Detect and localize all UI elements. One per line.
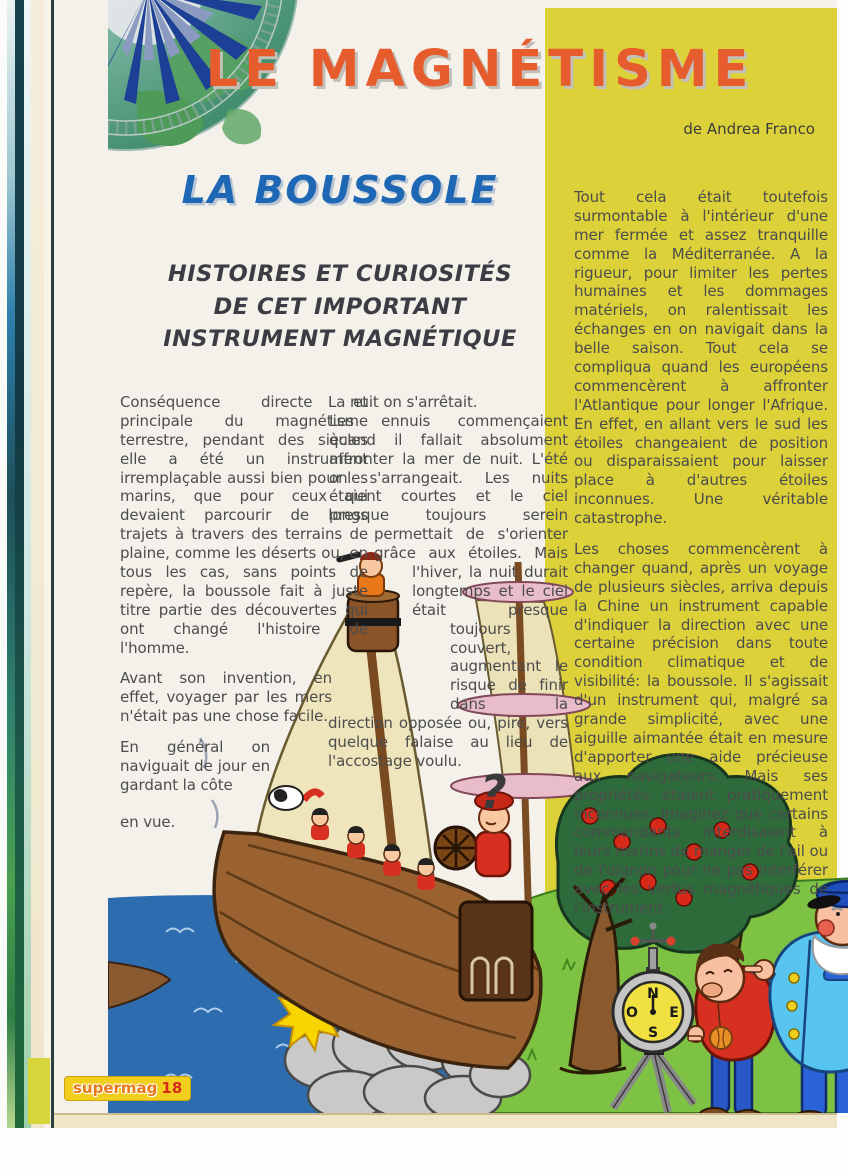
scan-edge: [0, 1128, 848, 1169]
question-mark: ?: [480, 765, 507, 819]
page-title: LE MAGNÉTISME: [205, 40, 755, 99]
subtitle-line: DE CET IMPORTANT: [213, 293, 467, 320]
paragraph: Les choses commencèrent à changer quand, après un voyage de plusieurs siècles, arriva depuis la Chine un instrument capable d'indiquer la direction avec une certaine précision dans toute condition climatique et de visibilité: la boussole. Il s'agissait d'un instrument qui, malgré sa grande simplicité, avec une aiguille aimantée était en mesure d'apporter une aide précieuse aux navigateurs. Mais ses propriétés étaient pratiquement inconnues. Imaginez que certains commandants interdisaient à leurs marins de manger de l'ail ou de l'oignon pour ne pas interférer avec les vertus magnétiques de l'instrument.: [574, 540, 828, 917]
scan-edge: [0, 0, 7, 1130]
section-title: LA BOUSSOLE: [181, 168, 499, 212]
scan-edge: [7, 0, 15, 1130]
compass-south-label: S: [647, 1025, 659, 1041]
subtitle-line: HISTOIRES ET CURIOSITÉS: [167, 261, 513, 287]
scan-edge: [31, 0, 44, 1130]
right-text-column: [574, 188, 828, 918]
scan-edge: [15, 0, 24, 1130]
magazine-name: supermag: [73, 1079, 158, 1097]
compass-east-label: E: [669, 1005, 679, 1021]
continent-shape: [222, 109, 261, 144]
page-sheet: [54, 0, 837, 1113]
paragraph: Les ennuis commençaient quand il fallait absolument affronter la mer de nuit. L'été on s'arrangeait. Les nuits étaient courtes et le ciel presque toujours serein permettait de s'orienter grâce aux étoiles. Mais l'hiver, la nuit durait longtemps et le ciel était presque toujours couvert, augmentant le risque de finir dans la direction opposée ou, pire, vers quelque falaise au lieu de l'accostage voulu.: [328, 411, 568, 770]
scan-edge: [44, 0, 51, 1130]
page-number: 18: [161, 1079, 183, 1097]
paragraph: La nuit on s'arrêtait.: [328, 393, 478, 411]
paragraph: Avant son invention, en effet, voyager par les mers n'était pas une chose facile.: [120, 669, 332, 726]
byline: de Andrea Franco: [683, 120, 815, 138]
pointing-finger: [744, 966, 762, 972]
paragraph: Tout cela était toutefois surmontable à l'intérieur d'une mer fermée et assez tranquille comme la Méditerranée. A la rigueur, pour limiter les pertes humaines et les dommages matériels, on ralentissait les échanges en on navigait dans la belle saison. Tout cela se compliqua quand les européens commencèrent à affronter l'Atlantique pour longer l'Afrique. En effet, en allant vers le sud les étoiles changeaient de position ou disparaissaient pour laisser place à d'autres étoiles inconnues. Une véritable catastrophe.: [574, 188, 828, 528]
middle-text-column: [328, 393, 568, 771]
scan-edge: [28, 1058, 50, 1124]
compass-west-label: O: [626, 1005, 638, 1021]
subtitle: [120, 258, 560, 356]
compass-north-label: N: [647, 986, 659, 1002]
paragraph: en vue.: [120, 812, 176, 831]
scan-edge: [24, 0, 31, 1130]
magazine-logo-badge: [64, 1076, 191, 1101]
subtitle-line: INSTRUMENT MAGNÉTIQUE: [163, 326, 517, 353]
red-nose: [818, 920, 834, 936]
onion: [710, 1027, 732, 1049]
paragraph: Conséquence directe et principale du magnétisme terrestre, pendant des siècles elle a été un instrument irremplaçable aussi bien pour les marins, que pour ceux qui devaient parcourir de longs trajets à travers des terrains de plaine, comme les déserts ou, en tous les cas, sans points de repère, la boussole fait à juste titre partie des découvertes qui ont changé l'histoire de l'homme.: [120, 393, 368, 657]
scan-edge: [54, 1113, 837, 1128]
paragraph: En général on naviguait de jour en gardant la côte: [120, 738, 270, 794]
